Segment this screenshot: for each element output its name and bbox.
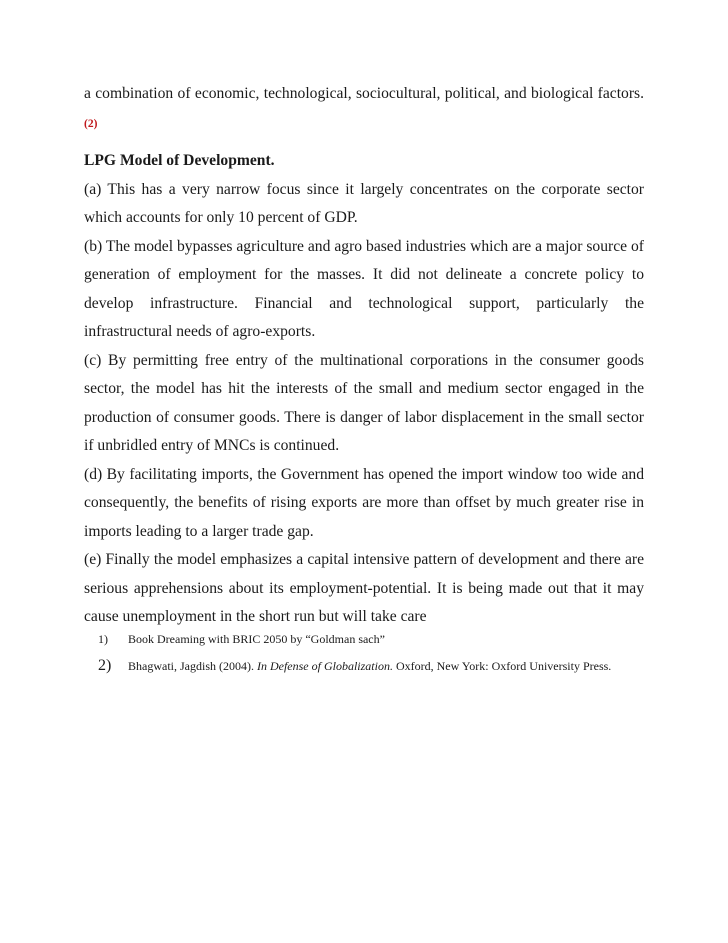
footnote-author: Bhagwati, Jagdish (2004). [128, 659, 257, 673]
section-heading: LPG Model of Development. [84, 152, 275, 169]
footnote-number: 1) [98, 632, 108, 646]
citation-marker[interactable]: (2) [84, 117, 98, 130]
footnote-text [128, 656, 611, 676]
footnotes [98, 629, 678, 683]
intro-text: a combination of economic, technological, sociocultural, political, and biological factors. [84, 85, 644, 102]
point-e: (e) Finally the model emphasizes a capital intensive pattern of development and there are serious apprehensions about its employment-potential. It is being made out that it may cause unemployment in the short run but will take care [84, 551, 644, 625]
footnote-publisher: Oxford, New York: Oxford University Press. [392, 659, 612, 673]
point-a: (a) This has a very narrow focus since it largely concentrates on the corporate sector which accounts for only 10 percent of GDP. [84, 180, 644, 226]
point-c: (c) By permitting free entry of the multinational corporations in the consumer goods sector, the model has hit the interests of the small and medium sector engaged in the production of consumer goods. There is danger of labor displacement in the small sector if unbridled entry of MNCs is continued. [84, 351, 644, 454]
document-body [84, 80, 644, 632]
point-d: (d) By facilitating imports, the Government has opened the import window too wide and consequently, the benefits of rising exports are more than offset by much greater rise in imports leading to a larger trade gap. [84, 465, 644, 540]
footnote-2 [98, 656, 678, 676]
footnote-text: Book Dreaming with BRIC 2050 by “Goldman sach” [128, 632, 385, 646]
footnote-1 [98, 629, 678, 649]
intro-paragraph [84, 80, 644, 138]
footnote-number: 2) [98, 657, 112, 674]
point-b: (b) The model bypasses agriculture and agro based industries which are a major source of generation of employment for the masses. It did not delineate a concrete policy to develop infrastructure. Financial and technological support, particularly the infrastructural needs of agro-exports. [84, 237, 644, 340]
footnote-book-title: In Defense of Globalization. [256, 659, 393, 673]
